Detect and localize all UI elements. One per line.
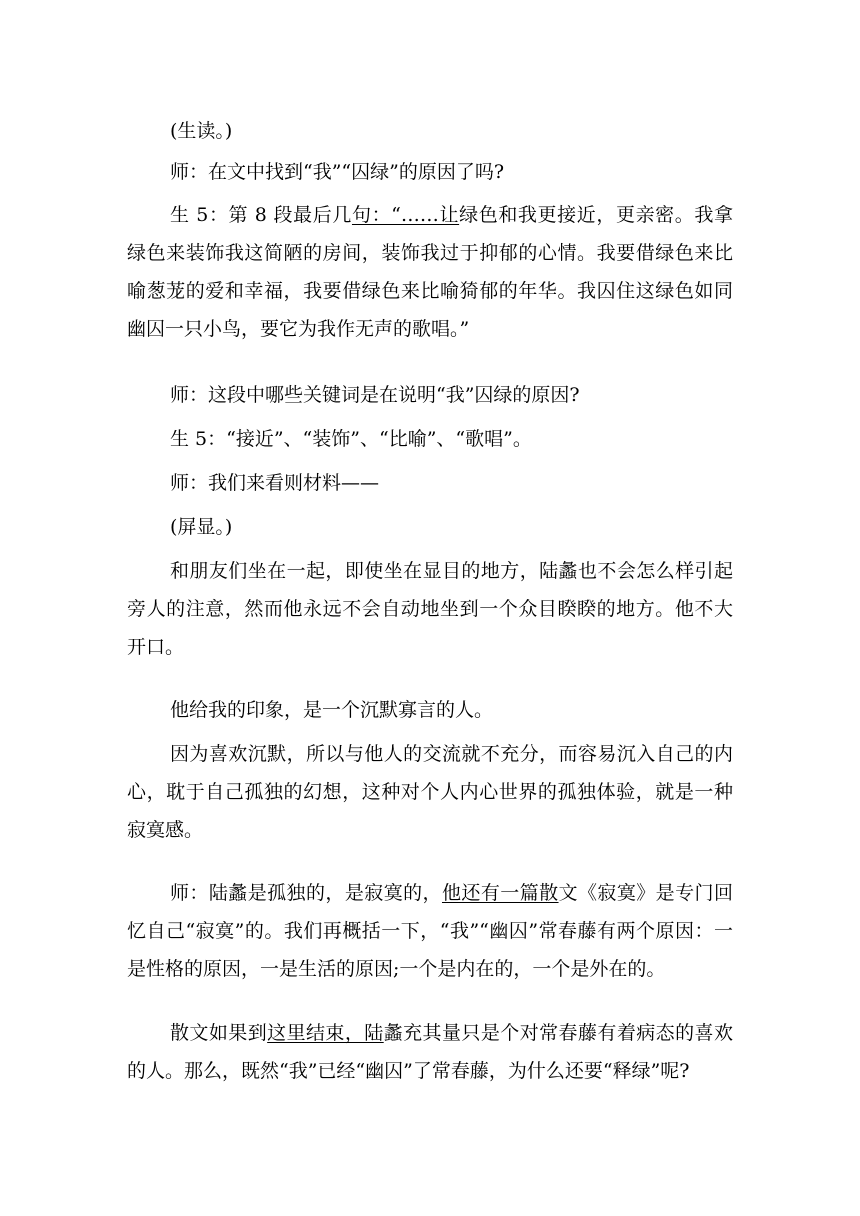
- underlined-text: 这里结束，陆: [267, 1022, 384, 1044]
- underlined-text: 他还有一篇散: [441, 882, 559, 904]
- text-segment: 因为喜欢沉默，所以与他人的交流就不充分，而容易沉入自己的内心，耽于自己孤独的幻想，这种对个人内心世界的孤独体验，就是一种寂寞感。: [127, 743, 733, 841]
- paragraph-4: [127, 376, 733, 414]
- paragraph-6: [127, 464, 733, 502]
- text-segment: (生读。): [170, 120, 233, 142]
- paragraph-1: [127, 112, 733, 150]
- text-segment: 和朋友们坐在一起，即使坐在显目的地方，陆蠡也不会怎么样引起旁人的注意，然而他永远不会自动地坐到一个众目睽睽的地方。他不大开口。: [127, 560, 733, 658]
- text-segment: 生 5：“接近”、“装饰”、“比喻”、“歌唱”。: [170, 428, 532, 450]
- text-segment: 师：陆蠡是孤独的，是寂寞的，: [170, 882, 442, 904]
- paragraph-7: [127, 508, 733, 546]
- text-segment: 师：这段中哪些关键词是在说明“我”囚绿的原因?: [170, 384, 580, 406]
- text-segment: 蠡充其量只是个对常春藤有着病态的喜欢的人。那么，既然“我”已经“幽囚”了常春藤，为什么还要“释绿”呢?: [127, 1022, 733, 1082]
- paragraph-8: [127, 552, 733, 666]
- text-segment: 文《寂寞》是专门回忆自己“寂寞”的。我们再概括一下，“我”“幽囚”常春藤有两个原因：一是性格的原因，一是生活的原因;一个是内在的，一个是外在的。: [127, 882, 733, 980]
- text-segment: 绿色和我更接近，更亲密。我拿绿色来装饰我这简陋的房间，装饰我过于抑郁的心情。我要借绿色来比喻葱茏的爱和幸福，我要借绿色来比喻猗郁的年华。我囚住这绿色如同幽囚一只小鸟，要它为我作无声的歌唱。”: [127, 204, 733, 340]
- text-segment: 他给我的印象，是一个沉默寡言的人。: [170, 699, 494, 721]
- text-segment: (屏显。): [170, 516, 233, 538]
- paragraph-12: [127, 1014, 733, 1090]
- paragraph-2: [127, 153, 733, 191]
- paragraph-9: [127, 691, 733, 729]
- paragraph-11: [127, 874, 733, 988]
- text-segment: 师：在文中找到“我”“囚绿”的原因了吗?: [170, 161, 505, 183]
- underlined-text: 句：“……让: [351, 204, 460, 226]
- text-segment: 师：我们来看则材料——: [170, 472, 380, 494]
- paragraph-5: [127, 420, 733, 458]
- text-segment: 散文如果到: [170, 1022, 268, 1044]
- text-segment: 生 5：第 8 段最后几: [170, 204, 352, 226]
- paragraph-10: [127, 735, 733, 849]
- paragraph-3: [127, 196, 733, 348]
